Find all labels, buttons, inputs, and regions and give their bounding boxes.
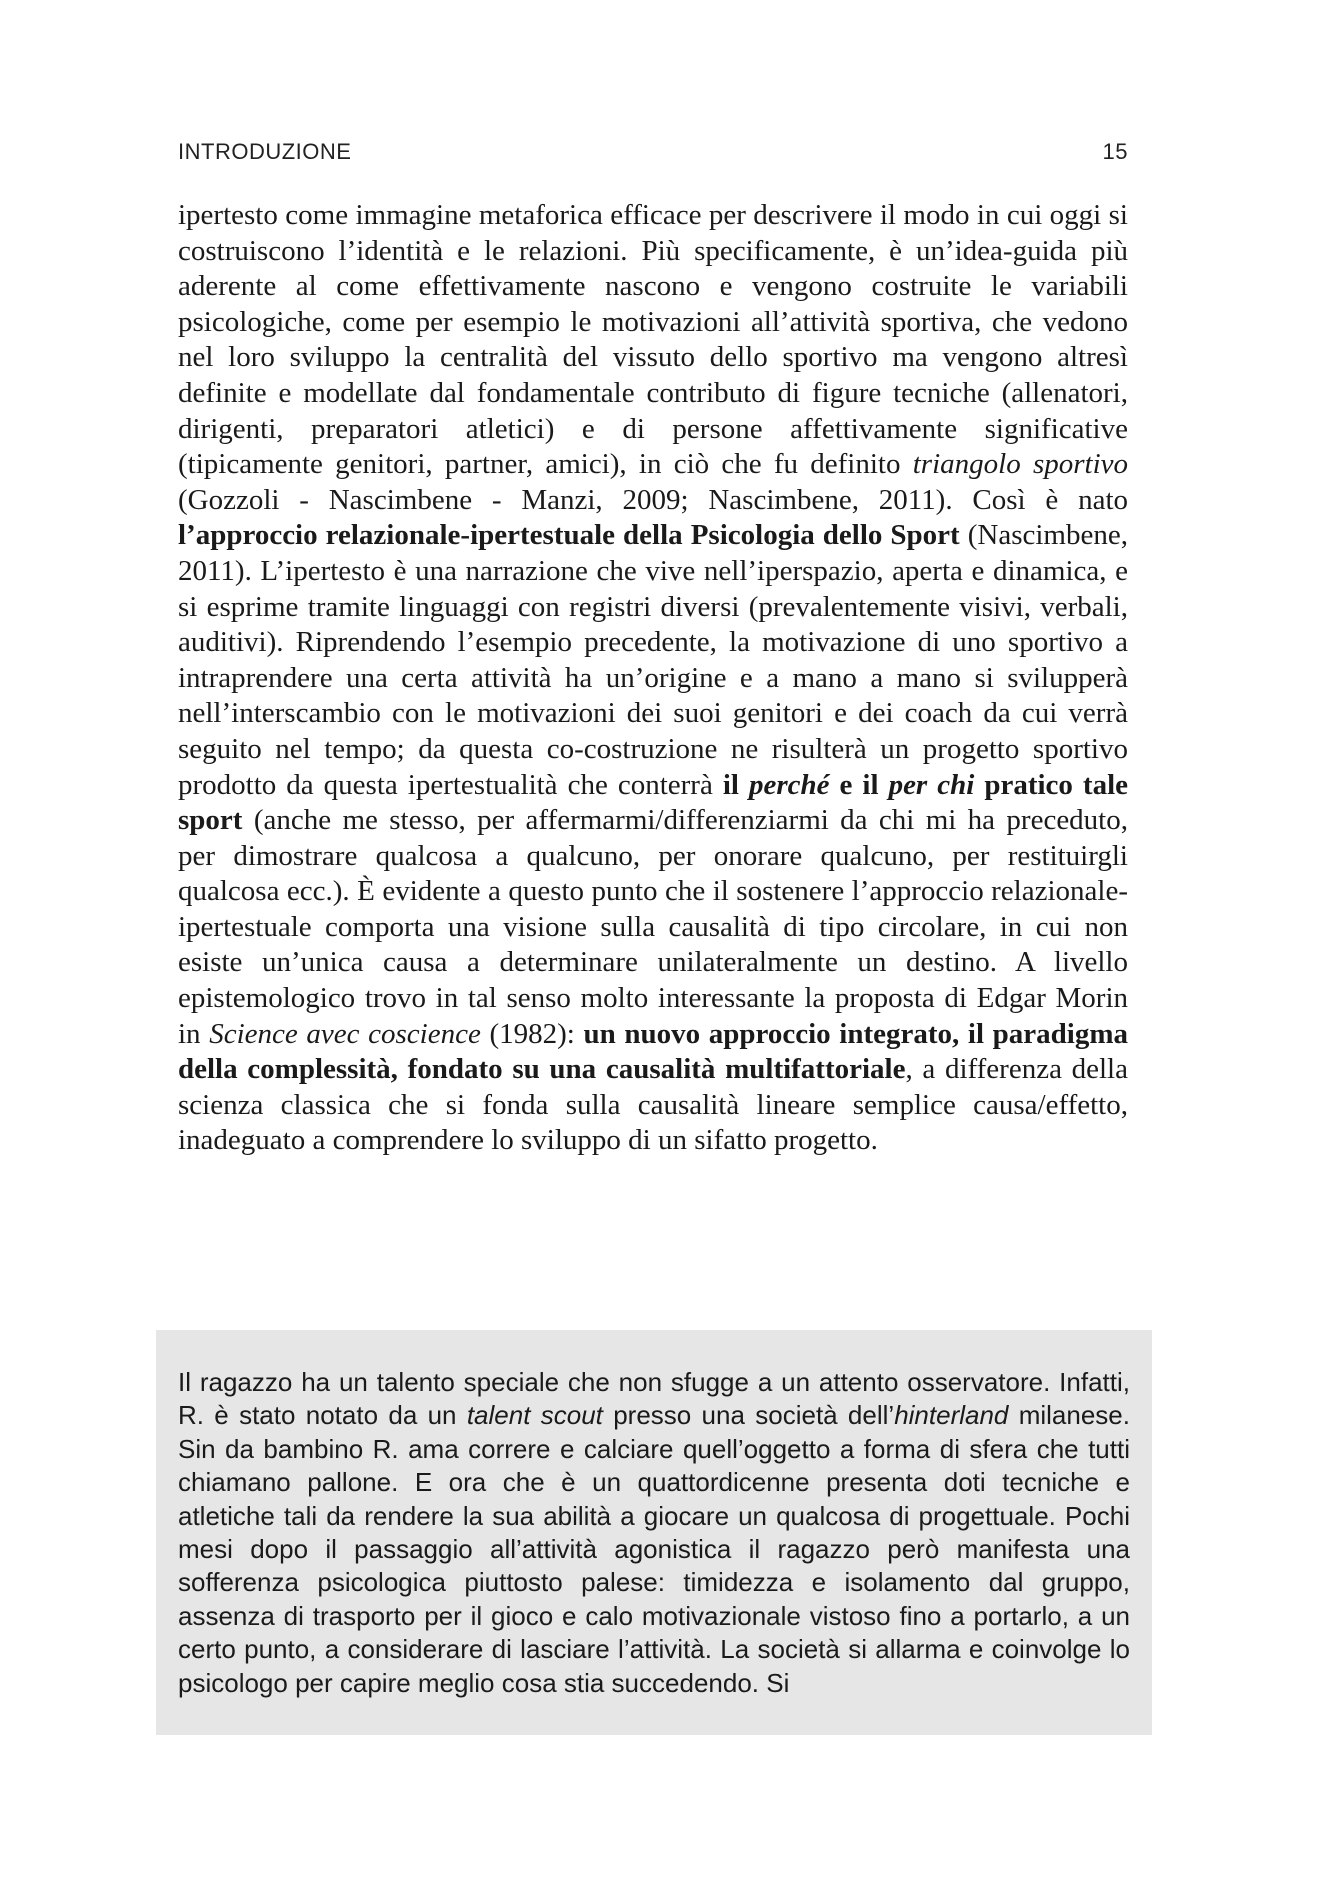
body-paragraph xyxy=(178,198,1128,1159)
text-run: (Gozzoli - Nascimbene - Manzi, 2009; Nascimbene, 2011). Così è nato xyxy=(178,483,1128,516)
text-run: , a differenza della scienza classica che si fonda sulla causalità lineare semplice causa/effetto, inadeguato a comprendere lo sviluppo di un sifatto progetto. xyxy=(178,1053,1128,1157)
bold-run: il xyxy=(722,768,749,801)
text-run: (Nascimbene, 2011). L’ipertesto è una narrazione che vive nell’iperspazio, aperta e dinamica, e si esprime tramite linguaggi con registri diversi (prevalentemente visivi, verbali, auditivi). Riprendendo l’esempio precedente, la motivazione di uno sportivo a intraprendere una certa attività ha un’origine e a mano a mano si svilupperà nell’interscambio con le motivazioni dei suoi genitori e dei coach da cui verrà seguito nel tempo; da questa co-costruzione ne risulterà un progetto sportivo prodotto da questa ipertestualità che conterrà xyxy=(178,519,1128,801)
italic-term: talent scout xyxy=(466,1400,603,1431)
bold-concept: un nuovo approccio integrato, il paradigma della complessità, fondato su una causalità multifattoriale xyxy=(178,1017,1129,1086)
italic-term: triangolo sportivo xyxy=(912,448,1128,481)
bold-concept: l’approccio relazionale-ipertestuale della Psicologia dello Sport xyxy=(178,519,960,552)
bold-run: e il xyxy=(829,768,889,801)
text-run: presso una società dell’ xyxy=(602,1400,895,1431)
italic-title: Science avec coscience xyxy=(209,1017,481,1050)
bold-run: pratico tale sport xyxy=(178,768,1129,837)
running-head xyxy=(178,137,1128,167)
case-study-text xyxy=(178,1366,1130,1700)
text-run: milanese. Sin da bambino R. ama correre e calciare quell’oggetto a forma di sfera che tutti chiamano pallone. E ora che è un quattordicenne presenta doti tecniche e atletiche tali da rendere la sua abilità a giocare un qualcosa di progettuale. Pochi mesi dopo il passaggio all’attività agonistica il ragazzo però manifesta una sofferenza psicologica piuttosto palese: timidezza e isolamento dal gruppo, assenza di trasporto per il gioco e calo motivazionale vistoso fino a portarlo, a un certo punto, a considerare di lasciare l’attività. La società si allarma e coinvolge lo psicologo per capire meglio cosa stia succedendo. Si xyxy=(178,1400,1130,1698)
case-study-box xyxy=(156,1330,1152,1735)
section-title: INTRODUZIONE xyxy=(178,139,352,164)
italic-term: hinterland xyxy=(894,1400,1009,1431)
text-run: Il ragazzo ha un talento speciale che non sfugge a un attento osservatore. Infatti, R. è stato notato da un xyxy=(178,1367,1130,1431)
main-text xyxy=(178,198,1128,1159)
text-run: (anche me stesso, per affermarmi/differenziarmi da chi mi ha preceduto, per dimostrare qualcosa a qualcuno, per onorare qualcuno, per restituirgli qualcosa ecc.). È evidente a questo punto che il sostenere l’approccio relazionale-ipertestuale comporta una visione sulla causalità di tipo circolare, in cui non esiste un’unica causa a determinare unilateralmente un destino. A livello epistemologico trovo in tal senso molto interessante la proposta di Edgar Morin in xyxy=(178,804,1128,1050)
text-run: ipertesto come immagine metaforica efficace per descrivere il modo in cui oggi si costruiscono l’identità e le relazioni. Più specificamente, è un’idea-guida più aderente al come effettivamente nascono e vengono costruite le variabili psicologiche, come per esempio le motivazioni all’attività sportiva, che vedono nel loro sviluppo la centralità del vissuto dello sportivo ma vengono altresì definite e modellate dal fondamentale contributo di figure tecniche (allenatori, dirigenti, preparatori atletici) e di persone affettivamente significative (tipicamente genitori, partner, amici), in ciò che fu definito xyxy=(178,199,1128,481)
bold-italic-term: per chi xyxy=(888,768,975,801)
page-number: 15 xyxy=(1102,139,1128,164)
text-run: (1982): xyxy=(480,1017,584,1050)
bold-italic-term: perché xyxy=(748,768,830,801)
